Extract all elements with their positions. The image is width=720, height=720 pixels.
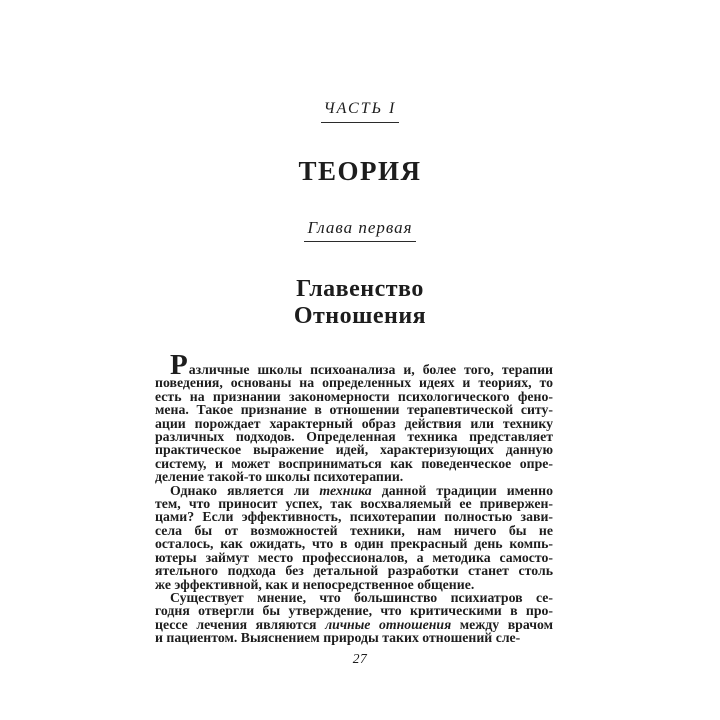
text-line xyxy=(155,631,553,644)
text-line xyxy=(155,591,553,604)
paragraph xyxy=(155,484,553,591)
text-segment: есть на признании закономерности психологического фено- xyxy=(155,388,553,404)
text-segment: между врачом xyxy=(451,616,554,632)
emphasized-text: техника xyxy=(319,482,372,498)
emphasized-text: личные отношения xyxy=(325,616,452,632)
text-segment: азличные школы психоанализа и, более того, терапии xyxy=(188,362,553,377)
text-segment: цами? Если эффективность, психотерапии полностью зави- xyxy=(155,509,553,525)
text-segment: ятельного подхода без детальной разработки станет столь xyxy=(155,563,553,579)
paragraph xyxy=(155,349,553,485)
book-title: ТЕОРИЯ xyxy=(298,156,422,186)
text-segment: и пациентом. Выяснением природы таких отношений сле- xyxy=(155,630,521,646)
text-segment: цессе лечения являются xyxy=(155,616,326,632)
part-label-text: ЧАСТЬ I xyxy=(321,100,400,123)
text-segment: мена. Такое признание в отношении терапевтической ситу- xyxy=(155,402,553,418)
text-segment: поведения, основаны на определенных идеях и теориях, то xyxy=(155,375,553,391)
part-label xyxy=(0,100,720,123)
text-segment: различных подходов. Определенная техника представляет xyxy=(155,429,553,445)
text-line xyxy=(155,403,553,416)
text-segment: ации порождает характерный образ действия или технику xyxy=(155,415,553,431)
text-segment: тем, что приносит успех, так восхваляемый ее привержен- xyxy=(155,496,553,512)
text-line xyxy=(155,524,553,537)
text-line xyxy=(155,537,553,550)
chapter-title-line2: Отношения xyxy=(293,303,427,329)
text-line xyxy=(155,510,553,523)
text-line xyxy=(155,443,553,456)
text-segment: практическое выражение идей, характеризующих данную xyxy=(155,442,553,458)
chapter-title xyxy=(0,276,720,330)
text-line xyxy=(155,497,553,510)
body-text xyxy=(155,349,554,646)
drop-cap: Р xyxy=(170,349,188,381)
text-segment: данной традиции именно xyxy=(371,482,553,498)
text-line xyxy=(155,417,553,430)
text-line xyxy=(155,390,553,403)
chapter-title-line1: Главенство xyxy=(296,276,424,302)
text-line xyxy=(155,618,553,631)
page-number: 27 xyxy=(352,651,368,666)
text-line xyxy=(155,349,553,381)
chapter-label-text: Глава первая xyxy=(304,218,415,242)
text-line xyxy=(155,578,553,591)
text-segment: села бы от возможностей техники, нам ничего бы не xyxy=(155,522,553,538)
text-segment: же эффективной, как и непосредственное общение. xyxy=(155,576,475,592)
text-segment: деление такой-то школы психотерапии. xyxy=(155,469,404,485)
text-line xyxy=(155,376,553,389)
text-line xyxy=(155,484,553,497)
text-line xyxy=(155,564,553,577)
text-line xyxy=(155,604,553,617)
text-line xyxy=(155,470,553,483)
text-segment: ютеры займут место профессионалов, а методика самосто- xyxy=(155,549,553,565)
chapter-label xyxy=(0,218,720,242)
text-segment: годня отвергли бы утверждение, что критическими в про- xyxy=(155,603,553,619)
text-line xyxy=(155,457,553,470)
text-segment: осталось, как ожидать, что в один прекрасный день компь- xyxy=(155,536,553,552)
text-segment: систему, и может восприниматься как поведенческое опре- xyxy=(155,455,553,471)
paragraph xyxy=(155,591,553,645)
text-line xyxy=(155,430,553,443)
text-line xyxy=(155,551,553,564)
text-segment: Существует мнение, что большинство психиатров се- xyxy=(170,589,553,605)
text-segment: Однако является ли xyxy=(170,482,320,498)
